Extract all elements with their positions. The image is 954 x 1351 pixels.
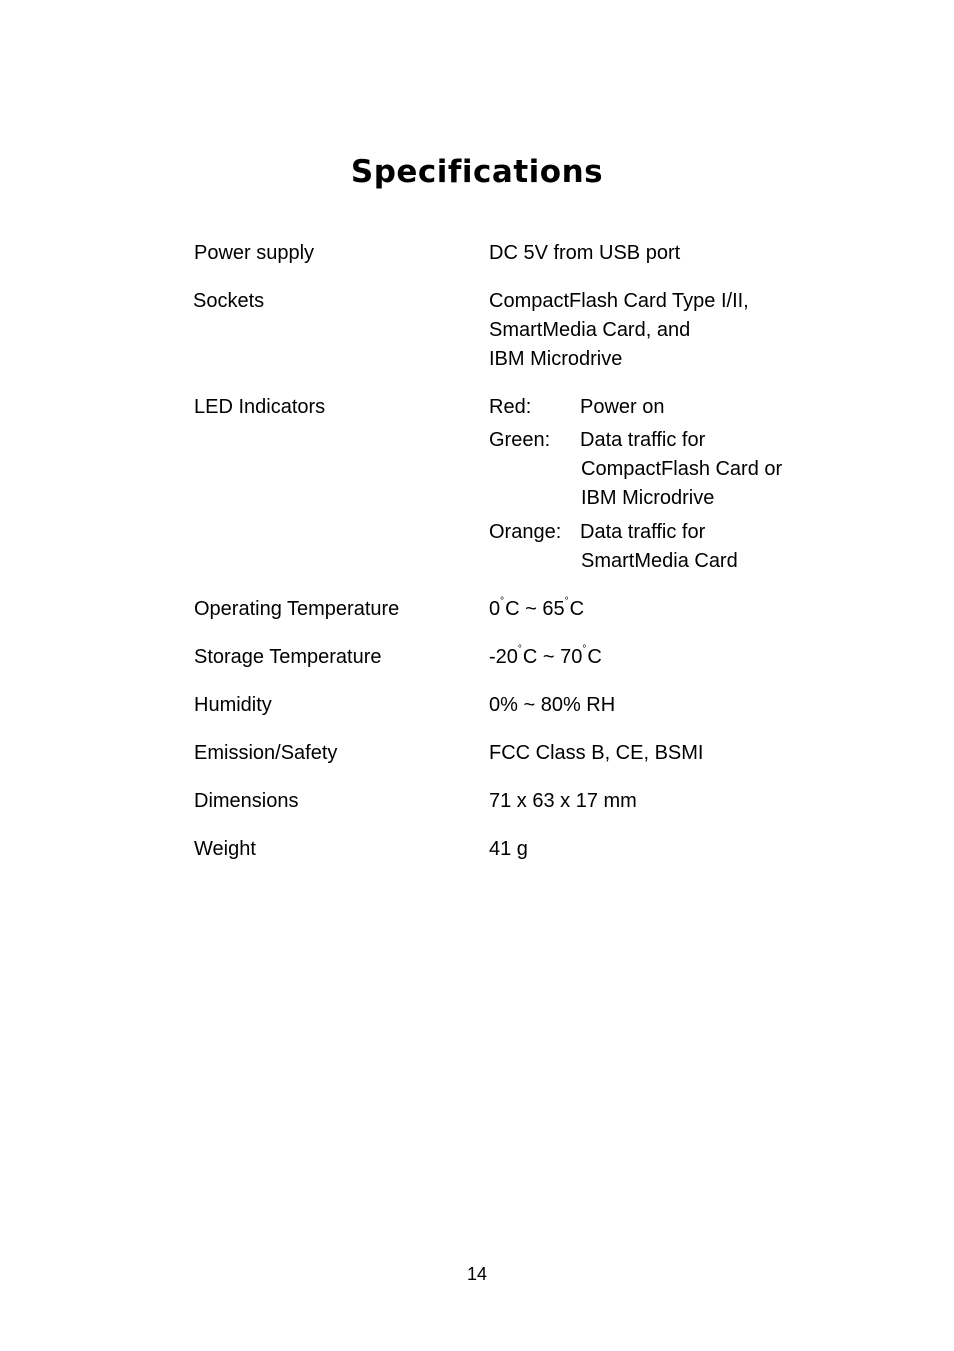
spec-value-power-supply: DC 5V from USB port (489, 242, 681, 264)
led-desc-red (580, 393, 840, 422)
led-color-green: Green: (489, 429, 551, 451)
spec-label-emission-safety: Emission/Safety (194, 742, 338, 764)
led-color-orange: Orange: (489, 521, 562, 543)
spec-value-storage-temperature (489, 643, 602, 675)
spec-label-weight: Weight (194, 838, 256, 860)
spec-label-led-indicators: LED Indicators (194, 396, 326, 418)
page-title: Specifications (350, 154, 604, 190)
temp-unit: C (569, 598, 585, 620)
spec-value-weight: 41 g (489, 838, 528, 860)
led-desc-line: Data traffic for (580, 521, 706, 543)
led-desc-line: CompactFlash Card or (581, 458, 783, 480)
spec-value-dimensions: 71 x 63 x 17 mm (489, 790, 637, 812)
led-desc-line: IBM Microdrive (581, 487, 715, 509)
temp-separator: ~ (537, 646, 561, 668)
temp-unit: C (522, 646, 538, 668)
temp-low: 0 (489, 598, 501, 620)
led-desc-line: Data traffic for (580, 429, 706, 451)
led-desc-orange (580, 518, 840, 576)
spec-value-operating-temperature (489, 595, 584, 627)
spec-value-humidity: 0% ~ 80% RH (489, 694, 616, 716)
degree-icon: ° (582, 644, 587, 655)
led-color-red: Red: (489, 396, 532, 418)
spec-label-storage-temperature: Storage Temperature (194, 646, 382, 668)
led-desc-green (580, 426, 840, 513)
degree-icon: ° (564, 596, 569, 607)
spec-label-power-supply: Power supply (194, 242, 315, 264)
temp-unit: C (505, 598, 520, 620)
degree-icon: ° (517, 644, 522, 655)
spec-value-emission-safety: FCC Class B, CE, BSMI (489, 742, 704, 764)
led-desc-line: Power on (580, 396, 665, 418)
temp-high: 70 (560, 646, 583, 668)
spec-label-dimensions: Dimensions (194, 790, 299, 812)
led-desc-line: SmartMedia Card (581, 550, 738, 572)
temp-high: 65 (542, 598, 565, 620)
temp-unit: C (587, 646, 602, 668)
temp-low: -20 (489, 646, 518, 668)
sockets-line: SmartMedia Card, and (489, 319, 691, 341)
spec-value-sockets (489, 287, 749, 374)
spec-label-operating-temperature: Operating Temperature (194, 598, 400, 620)
page-number: 14 (466, 1264, 488, 1284)
spec-label-humidity: Humidity (194, 694, 272, 716)
sockets-line: CompactFlash Card Type I/II, (489, 290, 749, 312)
temp-separator: ~ (519, 598, 543, 620)
spec-label-sockets: Sockets (193, 290, 265, 312)
sockets-line: IBM Microdrive (489, 348, 623, 370)
degree-icon: ° (500, 596, 505, 607)
